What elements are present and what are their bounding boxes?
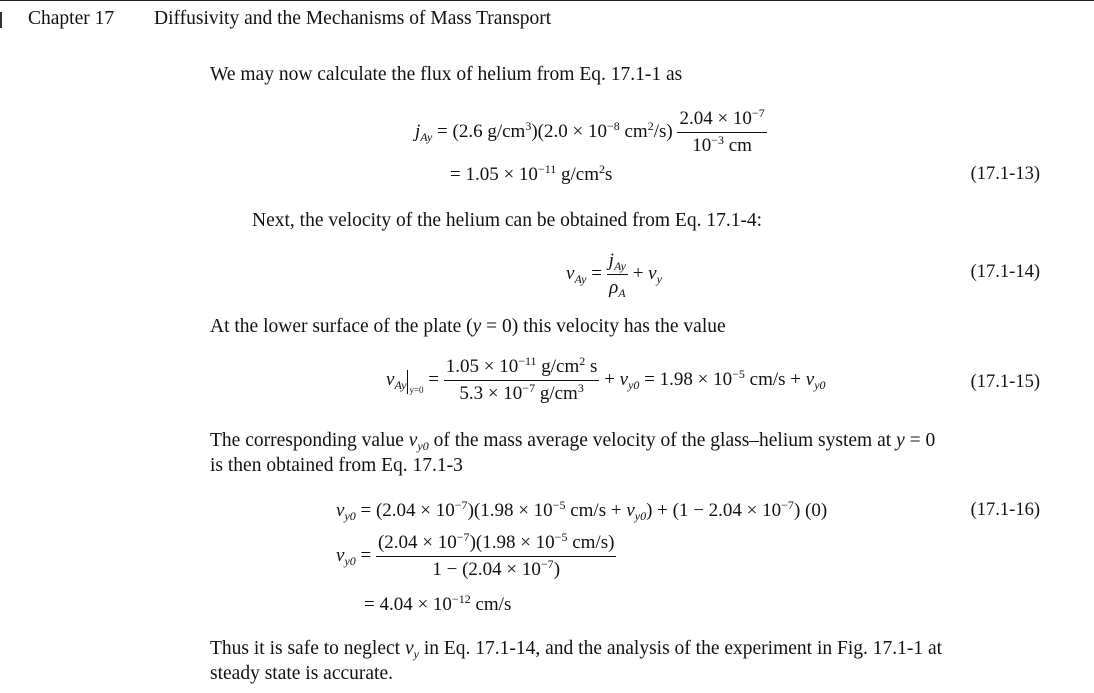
chapter-title: Diffusivity and the Mechanisms of Mass Transport <box>154 8 552 29</box>
top-rule <box>0 0 1094 1</box>
equation-17-1-16-line1: $v_{y0} = (2.04 \times 10^{-7})(1.98 \times 10^{-5}$ $cm/s + v_{y0}) + (1 - 2.04 \times 10^{-7})$ (0) <box>336 498 828 523</box>
equation-17-1-15: $v_{Ay}$ $_{y=0}$ = $\frac{1.05 \times 10^{-11} g/cm^2 s}{5.3 \times 10^{-7} g/cm^3}$ + $v_{y0} = 1.98 \times 10^{-5}$ $cm/s + v_{y0}$ <box>386 354 826 404</box>
equation-17-1-14: $v_{Ay}$ = $\frac{j_{Ay}}{\rho_A}$ + $v_y$ <box>566 250 662 300</box>
paragraph-lower-surface: At the lower surface of the plate (y = 0) this velocity has the value <box>210 316 726 337</box>
equation-17-1-16-line3: = $4.04 \times 10^{-12}$ cm/s <box>364 592 512 615</box>
paragraph-conclusion-line1: Thus it is safe to neglect $v_y$ in Eq. 17.1-14, and the analysis of the experiment in Fig. 17.1-1 at <box>210 638 943 661</box>
equation-number-17-1-13: (17.1-13) <box>970 164 1040 184</box>
paragraph-flux-intro: We may now calculate the flux of helium from Eq. 17.1-1 as <box>210 64 683 85</box>
equation-number-17-1-16: (17.1-16) <box>970 500 1040 520</box>
equation-number-17-1-14: (17.1-14) <box>970 262 1040 282</box>
equation-17-1-16-line2: $v_{y0}$ = $\frac{(2.04 \times 10^{-7})(1.98 \times 10^{-5} cm/s)}{1 - (2.04 \times 10^{-7})}$ <box>336 530 615 580</box>
paragraph-velocity-intro: Next, the velocity of the helium can be obtained from Eq. 17.1-4: <box>252 210 763 231</box>
chapter-number: Chapter 17 <box>28 8 115 29</box>
paragraph-mass-average-line1: The corresponding value $v_{y0}$ of the mass average velocity of the glass–helium system at y = 0 <box>210 430 936 453</box>
equation-number-17-1-15: (17.1-15) <box>970 372 1040 392</box>
paragraph-conclusion-line2: steady state is accurate. <box>210 663 393 684</box>
margin-mark <box>0 12 2 28</box>
equation-17-1-13-line1: $j_{Ay} = (2.6$ $g/cm^3)(2.0 \times 10^{-8}$ $cm^2/s$) $\frac{2.04 \times 10^{-7}}{10^{-3} cm}$ <box>415 106 765 156</box>
equation-17-1-13-line2: = $1.05 \times 10^{-11}$ $g/cm^2s$ <box>450 162 613 185</box>
paragraph-mass-average-line2: is then obtained from Eq. 17.1-3 <box>210 455 463 476</box>
